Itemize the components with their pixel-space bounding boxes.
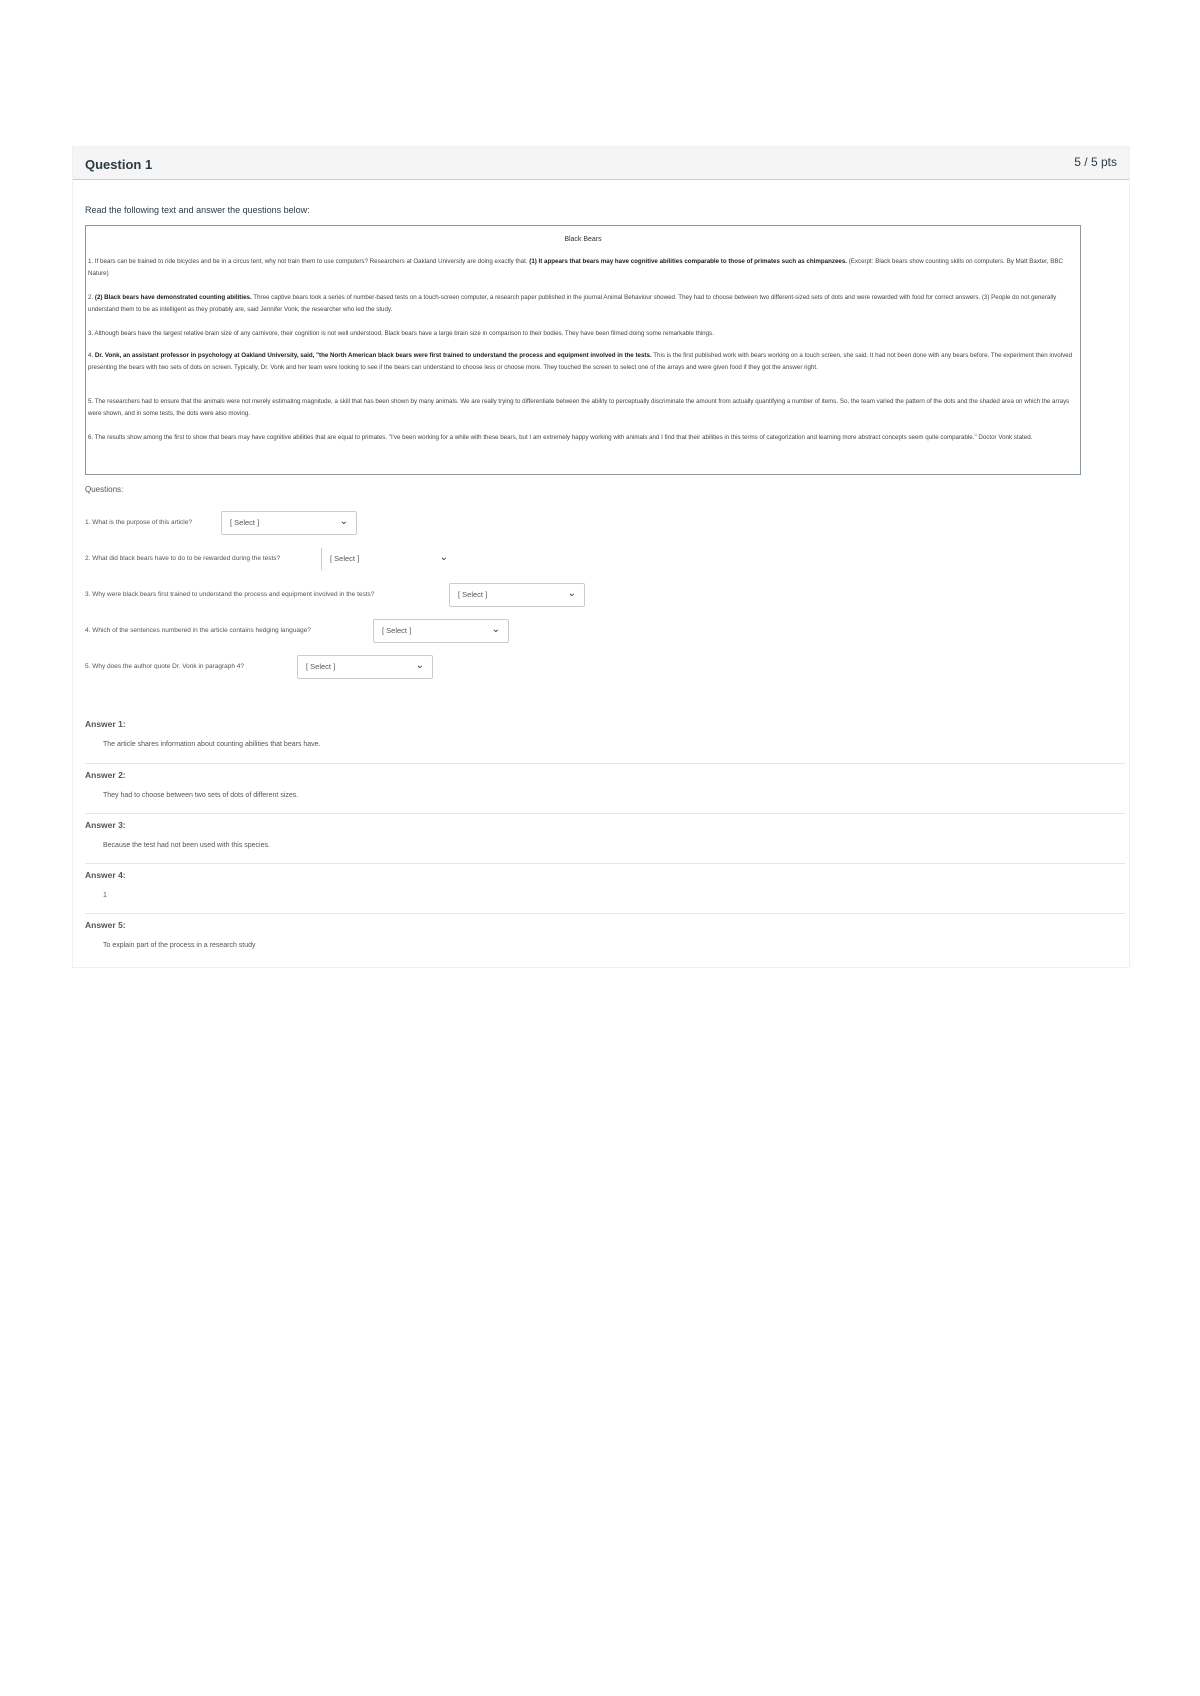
chevron-down-icon: ⌄ <box>415 660 424 671</box>
passage-paragraph-4: 4. Dr. Vonk, an assistant professor in psychology at Oakland University, said, "the North American black bears were first trained to understand the process and equipment involved in the tests. This is the first published work with bears working on a touch screen, she said. It had not been done with any bears before. The experiment then involved presenting the bears with two sets of dots on screen. Typically, Dr. Vonk and her team were looking to see if the bears can understand to choose less or choose more. They touched the screen to select one of the arrays and were given food if they got the answer right. <box>88 352 1073 371</box>
passage-paragraph-5: 5. The researchers had to ensure that the animals were not merely estimating magnitude, a skill that has been shown by many animals. We are really trying to differentiate between the ability to perceptually discriminate the amount from actually quantifying a number of items. So, the team varied the pattern of the dots and the shaded area on which the arrays were shown, and in some tests, the dots were also moving. <box>88 398 1070 417</box>
answer-label-4: Answer 4: <box>85 870 126 880</box>
select-value: [ Select ] <box>330 554 360 563</box>
answer-select-5[interactable] <box>297 655 433 679</box>
chevron-down-icon: ⌄ <box>567 588 576 599</box>
question-label-1: 1. What is the purpose of this article? <box>85 519 192 526</box>
select-value: [ Select ] <box>306 662 336 671</box>
answer-select-1[interactable] <box>221 511 357 535</box>
question-points: 5 / 5 pts <box>1074 155 1117 169</box>
chevron-down-icon: ⌄ <box>339 516 348 527</box>
answer-select-3[interactable] <box>449 583 585 607</box>
answer-block-3 <box>85 813 1125 862</box>
answer-label-2: Answer 2: <box>85 770 126 780</box>
passage-paragraph-6: 6. The results show among the first to show that bears may have cognitive abilities that are equal to primates. "I've been working for a while with these bears, but I am extremely happy working with animals and I find that their abilities in this terms of categorization and learning more abstract concepts seem quite comparable." Doctor Vonk stated. <box>88 434 1033 441</box>
question-title: Question 1 <box>85 157 153 172</box>
select-value: [ Select ] <box>382 626 412 635</box>
answer-text-2: They had to choose between two sets of dots of different sizes. <box>103 792 299 799</box>
answer-block-5 <box>85 913 1125 962</box>
chevron-down-icon: ⌄ <box>491 624 500 635</box>
answer-block-4 <box>85 863 1125 912</box>
answer-text-5: To explain part of the process in a research study <box>103 942 256 949</box>
answer-block-1 <box>85 713 1125 761</box>
passage-paragraph-1: 1. If bears can be trained to ride bicycles and be in a circus tent, why not train them to use computers? Researchers at Oakland University are doing exactly that. (1) It appears that bears may have cognitive abilities comparable to those of primates such as chimpanzees. (Excerpt: Black bears show counting skills on computers. By Matt Baxter, BBC Nature) <box>88 258 1063 277</box>
answer-text-4: 1 <box>103 892 107 899</box>
question-header <box>73 147 1129 180</box>
question-card <box>72 146 1130 968</box>
questions-heading: Questions: <box>85 485 124 494</box>
question-label-5: 5. Why does the author quote Dr. Vonk in paragraph 4? <box>85 663 244 670</box>
question-instructions: Read the following text and answer the questions below: <box>85 205 310 215</box>
answer-label-1: Answer 1: <box>85 719 126 729</box>
passage-title: Black Bears <box>564 236 602 243</box>
answer-label-5: Answer 5: <box>85 920 126 930</box>
select-value: [ Select ] <box>458 590 488 599</box>
question-label-4: 4. Which of the sentences numbered in the article contains hedging language? <box>85 627 311 634</box>
answer-text-3: Because the test had not been used with this species. <box>103 842 270 849</box>
answer-text-1: The article shares information about counting abilities that bears have. <box>103 741 321 748</box>
passage-paragraph-3: 3. Although bears have the largest relative brain size of any carnivore, their cognition is not well understood. Black bears have a large brain size in comparison to their bodies. They have been filmed doing some remarkable things. <box>88 330 714 337</box>
passage-box[interactable] <box>85 225 1081 475</box>
chevron-down-icon: ⌄ <box>439 552 448 563</box>
select-value: [ Select ] <box>230 518 260 527</box>
question-label-2: 2. What did black bears have to do to be rewarded during the tests? <box>85 555 281 562</box>
passage-paragraph-2: 2. (2) Black bears have demonstrated counting abilities. Three captive bears took a series of number-based tests on a touch-screen computer, a research paper published in the journal Animal Behaviour showed. They had to choose between two different-sized sets of dots and were rewarded with food for correct answers. (3) People do not generally understand them to be as intelligent as they probably are, said Jennifer Vonk, the researcher who led the study. <box>88 294 1057 313</box>
answer-block-2 <box>85 763 1125 812</box>
answer-select-2[interactable] <box>321 547 457 571</box>
answer-label-3: Answer 3: <box>85 820 126 830</box>
answer-select-4[interactable] <box>373 619 509 643</box>
question-label-3: 3. Why were black bears first trained to understand the process and equipment involved in the tests? <box>85 591 375 598</box>
